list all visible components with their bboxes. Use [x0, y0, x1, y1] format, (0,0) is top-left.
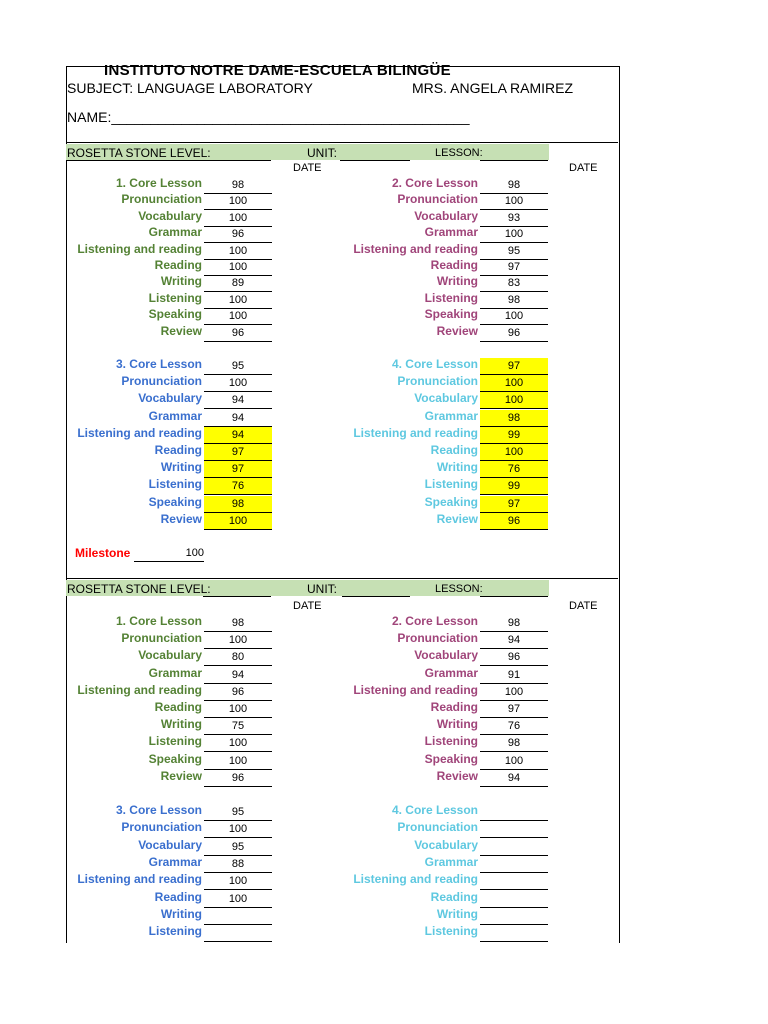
grammar-score-cell[interactable]: 98 — [480, 410, 548, 427]
vocabulary-score-cell[interactable]: 93 — [480, 210, 548, 227]
pronunciation-label: Pronunciation — [397, 820, 478, 834]
review-score-cell[interactable]: 96 — [480, 513, 548, 530]
review-label: Review — [436, 512, 478, 526]
reading-label: Reading — [430, 258, 478, 272]
grammar-score-cell[interactable]: 96 — [204, 226, 272, 243]
listening-and-reading-label: Listening and reading — [353, 872, 478, 886]
pronunciation-score-cell[interactable]: 100 — [204, 375, 272, 392]
listening-label: Listening — [424, 924, 478, 938]
listening-label: Listening — [148, 291, 202, 305]
writing-score-cell[interactable]: 89 — [204, 275, 272, 292]
grammar-label: Grammar — [424, 855, 478, 869]
grammar-label: Grammar — [424, 225, 478, 239]
pronunciation-label: Pronunciation — [397, 374, 478, 388]
speaking-label: Speaking — [424, 495, 478, 509]
vocabulary-label: Vocabulary — [414, 391, 478, 405]
grammar-score-cell[interactable]: 91 — [480, 667, 548, 684]
vocabulary-label: Vocabulary — [414, 209, 478, 223]
core-lesson-label: 3. Core Lesson — [115, 357, 202, 371]
writing-label: Writing — [436, 274, 478, 288]
review-score-cell[interactable]: 94 — [480, 770, 548, 787]
listening-and-reading-label: Listening and reading — [77, 242, 202, 256]
listening-and-reading-score-cell[interactable]: 96 — [204, 684, 272, 701]
listening-and-reading-label: Listening and reading — [353, 242, 478, 256]
speaking-score-cell[interactable]: 100 — [480, 753, 548, 770]
core-lesson-label: 4. Core Lesson — [391, 803, 478, 817]
writing-score-cell[interactable] — [480, 908, 548, 925]
level-band-1 — [66, 144, 618, 162]
milestone-label: Milestone — [75, 546, 131, 560]
core-lesson-label: 4. Core Lesson — [391, 357, 478, 371]
vocabulary-score-cell[interactable] — [480, 839, 548, 856]
grammar-score-cell[interactable]: 88 — [204, 856, 272, 873]
core-lesson-score-cell[interactable]: 98 — [480, 177, 548, 194]
vocabulary-score-cell[interactable]: 96 — [480, 649, 548, 666]
grammar-label: Grammar — [148, 855, 202, 869]
grammar-score-cell[interactable] — [480, 856, 548, 873]
review-score-cell[interactable]: 96 — [204, 770, 272, 787]
core-lesson-label: 2. Core Lesson — [391, 176, 478, 190]
speaking-label: Speaking — [424, 752, 478, 766]
listening-label: Listening — [424, 291, 478, 305]
writing-label: Writing — [160, 274, 202, 288]
reading-score-cell[interactable]: 100 — [204, 891, 272, 908]
pronunciation-score-cell[interactable]: 100 — [480, 375, 548, 392]
listening-label: Listening — [148, 477, 202, 491]
lesson-input[interactable] — [480, 580, 548, 597]
listening-and-reading-label: Listening and reading — [353, 426, 478, 440]
writing-label: Writing — [160, 717, 202, 731]
lesson-label: LESSON: — [435, 583, 483, 595]
writing-score-cell[interactable]: 97 — [204, 461, 272, 478]
vocabulary-label: Vocabulary — [138, 648, 202, 662]
teacher-name: MRS. ANGELA RAMIREZ — [412, 80, 574, 96]
reading-label: Reading — [154, 443, 202, 457]
listening-score-cell[interactable]: 100 — [204, 292, 272, 309]
core-lesson-score-cell[interactable]: 98 — [480, 615, 548, 632]
pronunciation-score-cell[interactable]: 94 — [480, 632, 548, 649]
review-score-cell[interactable]: 96 — [204, 325, 272, 342]
divider — [66, 142, 618, 143]
vocabulary-score-cell[interactable]: 94 — [204, 392, 272, 409]
core-lesson-score-cell[interactable]: 95 — [204, 358, 272, 375]
reading-score-cell[interactable]: 100 — [204, 701, 272, 718]
core-lesson-score-cell[interactable]: 98 — [204, 615, 272, 632]
writing-score-cell[interactable]: 76 — [480, 461, 548, 478]
writing-score-cell[interactable]: 75 — [204, 718, 272, 735]
reading-score-cell[interactable] — [480, 891, 548, 908]
reading-score-cell[interactable]: 100 — [480, 444, 548, 461]
writing-label: Writing — [436, 460, 478, 474]
milestone-score[interactable]: 100 — [134, 547, 204, 562]
reading-label: Reading — [430, 700, 478, 714]
listening-score-cell[interactable]: 76 — [204, 478, 272, 495]
core-lesson-label: 2. Core Lesson — [391, 614, 478, 628]
vocabulary-label: Vocabulary — [414, 648, 478, 662]
reading-label: Reading — [154, 700, 202, 714]
level-label: ROSETTA STONE LEVEL: — [67, 582, 211, 596]
pronunciation-label: Pronunciation — [121, 820, 202, 834]
core-lesson-score-cell[interactable]: 97 — [480, 358, 548, 375]
subject-line: SUBJECT: LANGUAGE LABORATORY — [67, 80, 313, 96]
writing-label: Writing — [160, 907, 202, 921]
speaking-label: Speaking — [424, 307, 478, 321]
vocabulary-label: Vocabulary — [138, 391, 202, 405]
listening-and-reading-score-cell[interactable]: 100 — [204, 873, 272, 890]
speaking-label: Speaking — [148, 495, 202, 509]
grammar-score-cell[interactable]: 100 — [480, 226, 548, 243]
unit-label: UNIT: — [307, 146, 337, 160]
listening-and-reading-score-cell[interactable]: 100 — [204, 243, 272, 260]
speaking-score-cell[interactable]: 97 — [480, 496, 548, 513]
vocabulary-label: Vocabulary — [414, 838, 478, 852]
listening-and-reading-score-cell[interactable]: 99 — [480, 427, 548, 444]
listening-score-cell[interactable]: 100 — [204, 735, 272, 752]
speaking-score-cell[interactable]: 100 — [480, 308, 548, 325]
speaking-label: Speaking — [148, 307, 202, 321]
grammar-label: Grammar — [424, 666, 478, 680]
core-lesson-score-cell[interactable]: 95 — [204, 804, 272, 821]
writing-score-cell[interactable]: 83 — [480, 275, 548, 292]
listening-and-reading-score-cell[interactable]: 95 — [480, 243, 548, 260]
grammar-label: Grammar — [424, 409, 478, 423]
reading-score-cell[interactable]: 97 — [480, 701, 548, 718]
level-input[interactable] — [203, 580, 271, 597]
speaking-score-cell[interactable]: 98 — [204, 496, 272, 513]
lesson-label: LESSON: — [435, 147, 483, 159]
vocabulary-score-cell[interactable]: 100 — [480, 392, 548, 409]
lesson-input[interactable] — [480, 144, 548, 161]
grammar-score-cell[interactable]: 94 — [204, 410, 272, 427]
speaking-score-cell[interactable]: 100 — [204, 753, 272, 770]
listening-score-cell[interactable]: 98 — [480, 292, 548, 309]
unit-label: UNIT: — [307, 582, 337, 596]
reading-label: Reading — [154, 258, 202, 272]
date-label: DATE — [293, 600, 322, 612]
writing-label: Writing — [436, 717, 478, 731]
review-label: Review — [160, 769, 202, 783]
vocabulary-score-cell[interactable]: 100 — [204, 210, 272, 227]
listening-and-reading-label: Listening and reading — [77, 872, 202, 886]
core-lesson-label: 1. Core Lesson — [115, 614, 202, 628]
vocabulary-score-cell[interactable]: 95 — [204, 839, 272, 856]
unit-input[interactable] — [342, 580, 410, 597]
pronunciation-score-cell[interactable] — [480, 821, 548, 838]
vocabulary-score-cell[interactable]: 80 — [204, 649, 272, 666]
core-lesson-score-cell[interactable]: 98 — [204, 177, 272, 194]
review-label: Review — [160, 324, 202, 338]
reading-score-cell[interactable]: 100 — [204, 259, 272, 276]
listening-score-cell[interactable]: 99 — [480, 478, 548, 495]
vocabulary-label: Vocabulary — [138, 209, 202, 223]
review-score-cell[interactable]: 100 — [204, 513, 272, 530]
grammar-label: Grammar — [148, 225, 202, 239]
listening-and-reading-score-cell[interactable]: 100 — [480, 684, 548, 701]
writing-label: Writing — [436, 907, 478, 921]
pronunciation-label: Pronunciation — [121, 631, 202, 645]
school-title: INSTITUTO NOTRE DAME-ESCUELA BILINGÜE — [104, 62, 451, 79]
level-label: ROSETTA STONE LEVEL: — [67, 146, 211, 160]
date-label: DATE — [293, 162, 322, 174]
speaking-label: Speaking — [148, 752, 202, 766]
listening-score-cell[interactable] — [480, 925, 548, 942]
listening-label: Listening — [148, 924, 202, 938]
review-label: Review — [436, 769, 478, 783]
reading-label: Reading — [154, 890, 202, 904]
pronunciation-label: Pronunciation — [397, 192, 478, 206]
listening-and-reading-label: Listening and reading — [77, 426, 202, 440]
student-name-line[interactable]: NAME:______________________________________________ — [67, 109, 470, 125]
pronunciation-score-cell[interactable]: 100 — [480, 193, 548, 210]
pronunciation-label: Pronunciation — [121, 192, 202, 206]
listening-and-reading-score-cell[interactable] — [480, 873, 548, 890]
reading-score-cell[interactable]: 97 — [480, 259, 548, 276]
pronunciation-label: Pronunciation — [397, 631, 478, 645]
listening-and-reading-score-cell[interactable]: 94 — [204, 427, 272, 444]
review-score-cell[interactable]: 96 — [480, 325, 548, 342]
pronunciation-score-cell[interactable]: 100 — [204, 193, 272, 210]
listening-label: Listening — [424, 734, 478, 748]
level-band-2 — [66, 580, 618, 598]
review-label: Review — [436, 324, 478, 338]
writing-score-cell[interactable]: 76 — [480, 718, 548, 735]
listening-label: Listening — [148, 734, 202, 748]
pronunciation-score-cell[interactable]: 100 — [204, 632, 272, 649]
core-lesson-score-cell[interactable] — [480, 804, 548, 821]
listening-label: Listening — [424, 477, 478, 491]
review-label: Review — [160, 512, 202, 526]
core-lesson-label: 1. Core Lesson — [115, 176, 202, 190]
level-input[interactable] — [203, 144, 271, 161]
writing-label: Writing — [160, 460, 202, 474]
writing-score-cell[interactable] — [204, 908, 272, 925]
date-label: DATE — [569, 600, 598, 612]
divider — [66, 578, 618, 579]
unit-input[interactable] — [342, 144, 410, 161]
reading-score-cell[interactable]: 97 — [204, 444, 272, 461]
core-lesson-label: 3. Core Lesson — [115, 803, 202, 817]
grammar-score-cell[interactable]: 94 — [204, 667, 272, 684]
grammar-label: Grammar — [148, 666, 202, 680]
listening-and-reading-label: Listening and reading — [77, 683, 202, 697]
listening-score-cell[interactable]: 98 — [480, 735, 548, 752]
pronunciation-label: Pronunciation — [121, 374, 202, 388]
vocabulary-label: Vocabulary — [138, 838, 202, 852]
date-label: DATE — [569, 162, 598, 174]
pronunciation-score-cell[interactable]: 100 — [204, 821, 272, 838]
listening-and-reading-label: Listening and reading — [353, 683, 478, 697]
reading-label: Reading — [430, 443, 478, 457]
listening-score-cell[interactable] — [204, 925, 272, 942]
speaking-score-cell[interactable]: 100 — [204, 308, 272, 325]
reading-label: Reading — [430, 890, 478, 904]
grammar-label: Grammar — [148, 409, 202, 423]
